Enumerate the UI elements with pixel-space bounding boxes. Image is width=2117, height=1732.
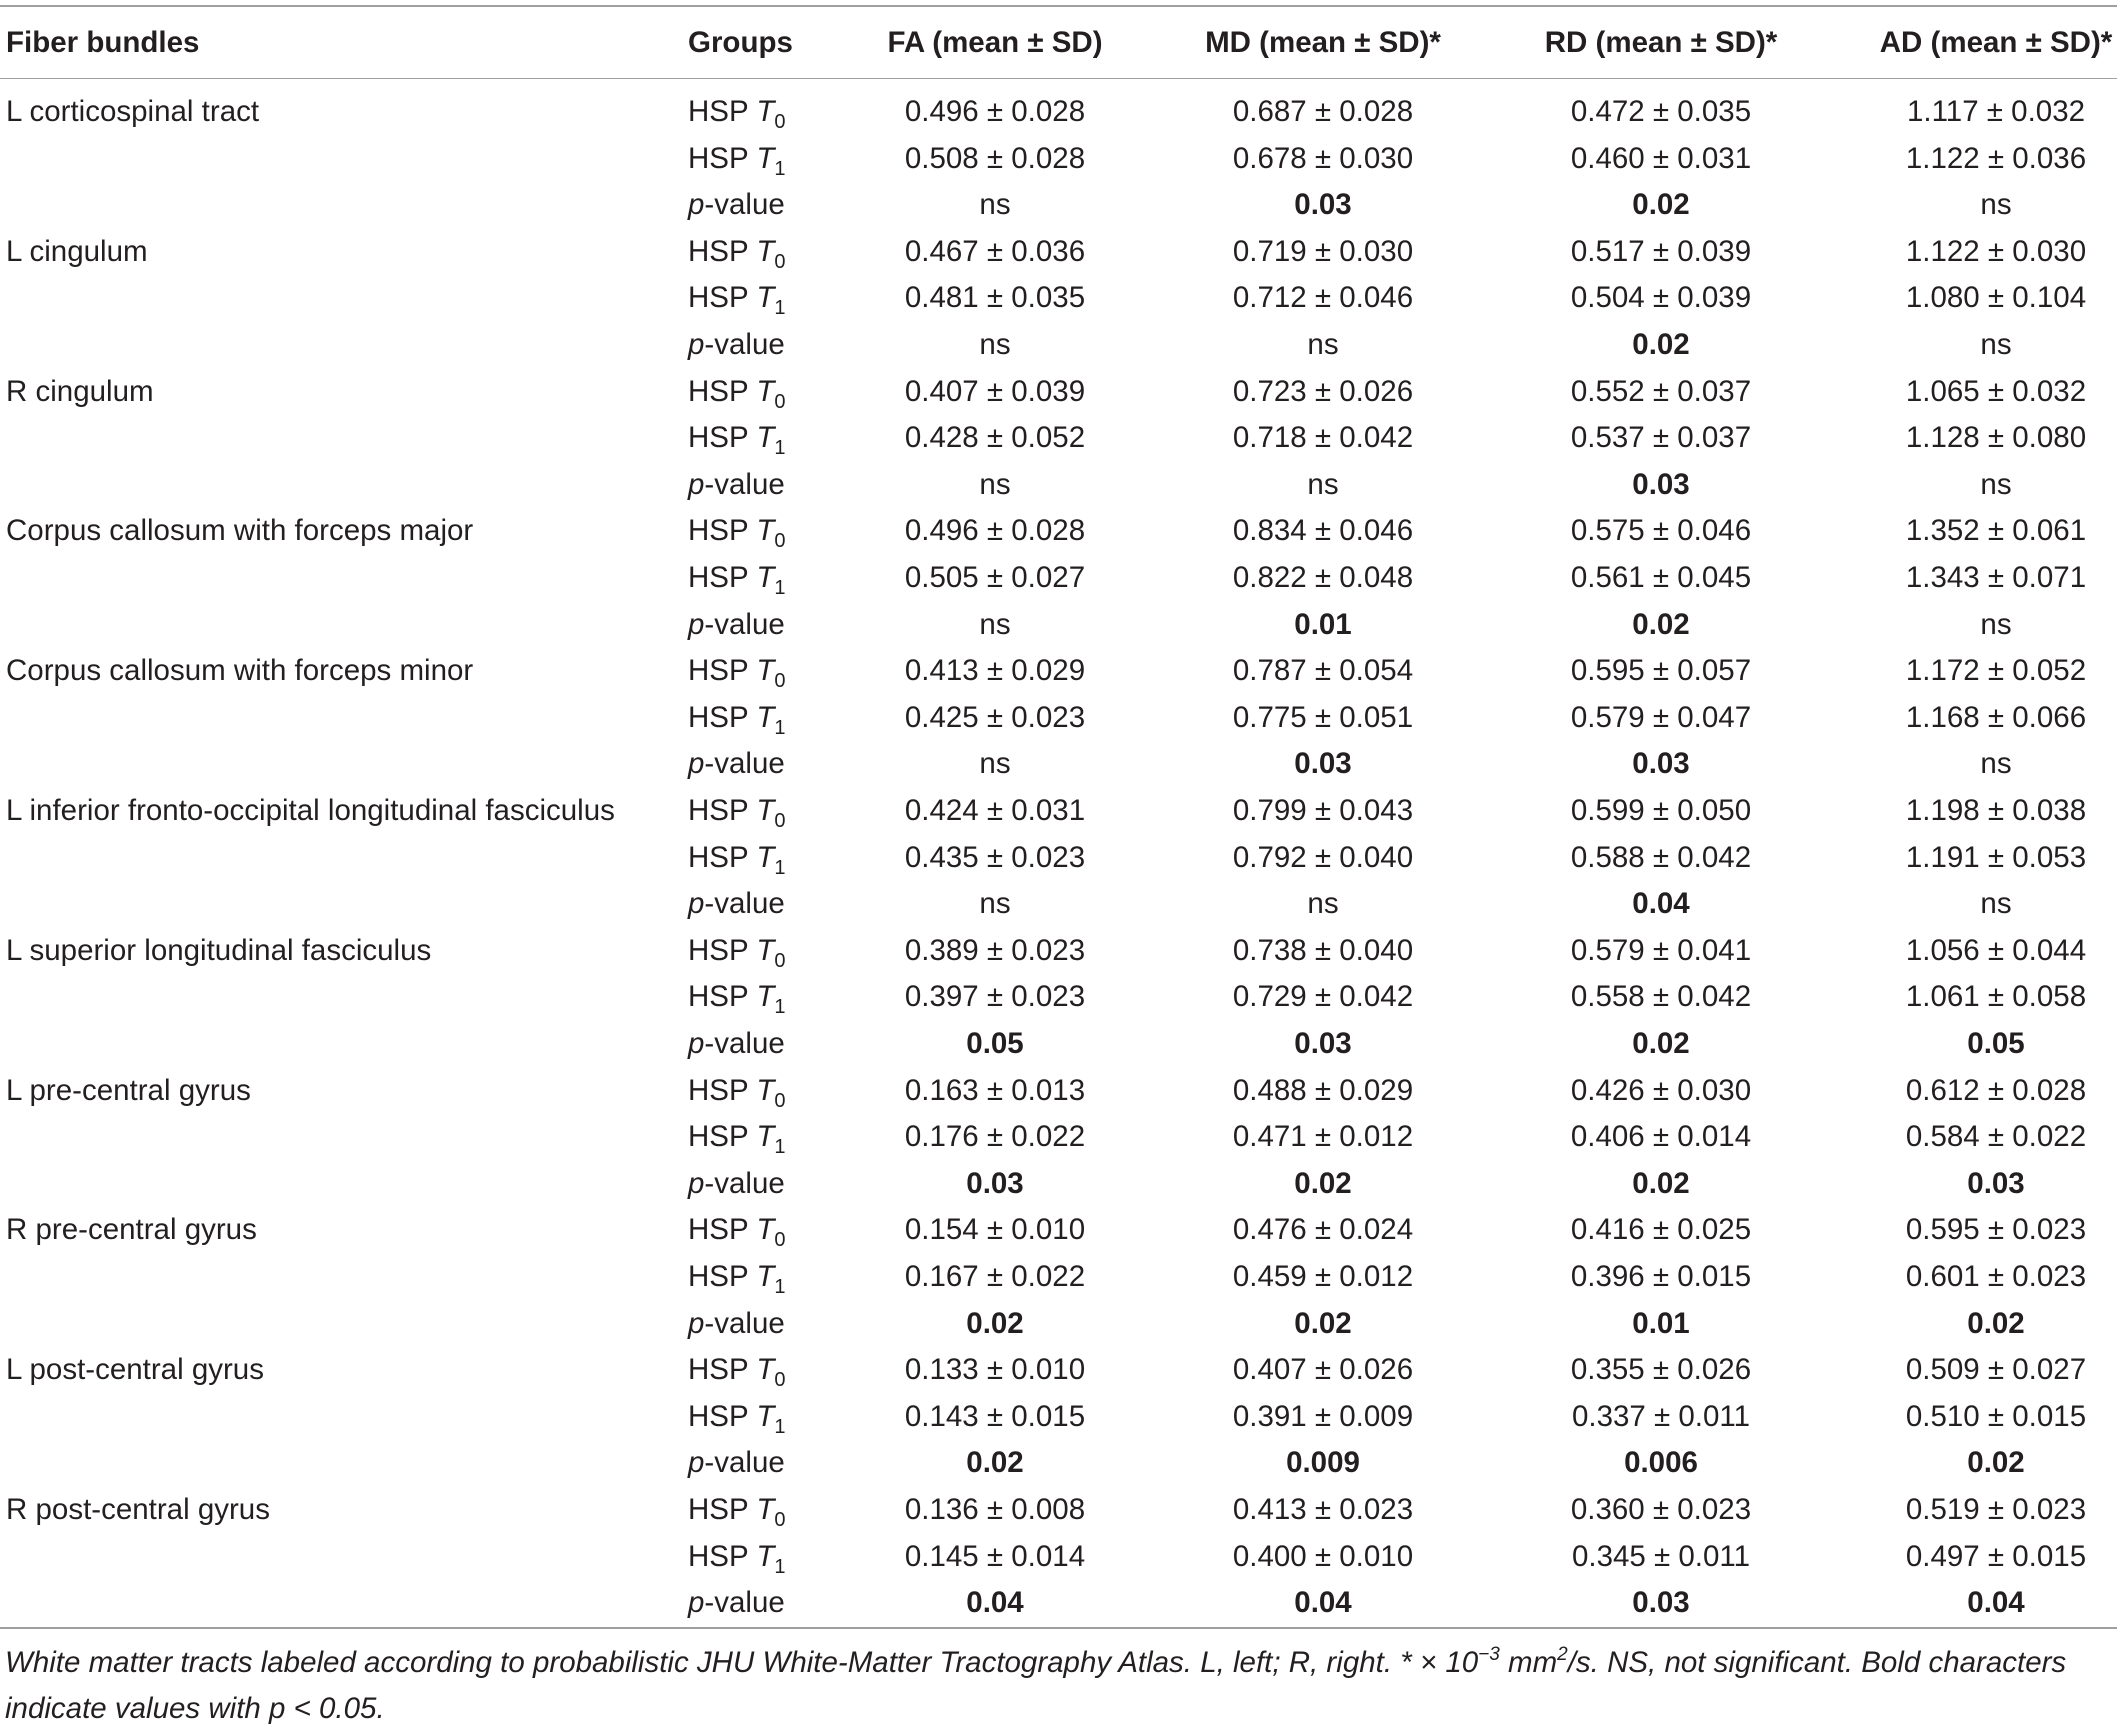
md-t0-cell: 0.488 ± 0.029 xyxy=(1232,1073,1414,1107)
md-p-cell: 0.03 xyxy=(1294,1027,1352,1060)
time-symbol: T xyxy=(756,1260,775,1293)
fa-t1-cell: 0.425 ± 0.023 xyxy=(904,700,1086,734)
rd-t0-cell: 0.517 ± 0.039 xyxy=(1570,234,1752,268)
rd-t1-cell: 0.558 ± 0.042 xyxy=(1570,980,1752,1014)
time-subscript: 0 xyxy=(774,670,786,693)
fa-p-cell: 0.02 xyxy=(966,1306,1024,1340)
p-value-suffix: -value xyxy=(704,1027,785,1060)
ad-p-cell: 0.04 xyxy=(1967,1586,2025,1620)
rd-p-cell: 0.02 xyxy=(1632,328,1690,361)
time-symbol: T xyxy=(756,933,775,967)
rd-t0-cell: 0.355 ± 0.026 xyxy=(1570,1353,1752,1387)
fa-t1-cell: 0.176 ± 0.022 xyxy=(904,1120,1086,1154)
md-t1-cell: 0.678 ± 0.030 xyxy=(1232,141,1414,175)
time-subscript: 1 xyxy=(774,856,786,879)
fa-t1-cell: 0.143 ± 0.015 xyxy=(904,1399,1086,1433)
header-fiber-bundles: Fiber bundles xyxy=(6,26,200,59)
p-italic: p xyxy=(688,467,705,501)
group-label-t1 xyxy=(688,416,785,460)
time-symbol: T xyxy=(756,1213,775,1247)
md-p-cell: 0.02 xyxy=(1294,1306,1352,1340)
rd-p-cell: 0.02 xyxy=(1632,1166,1690,1200)
footnote-exponent: −3 xyxy=(1478,1644,1500,1665)
ad-t0-cell: 0.519 ± 0.023 xyxy=(1905,1493,2087,1526)
rd-p-cell: 0.02 xyxy=(1632,607,1690,641)
bundle-name: L pre-central gyrus xyxy=(6,1073,251,1107)
rd-t0-cell: 0.360 ± 0.023 xyxy=(1570,1493,1752,1526)
group-label-t1 xyxy=(688,1115,785,1159)
table-top-rule xyxy=(0,5,2117,7)
fa-p-cell: ns xyxy=(979,747,1011,781)
fa-p-cell: ns xyxy=(979,607,1011,641)
group-prefix: HSP xyxy=(688,95,749,128)
ad-p-cell: ns xyxy=(1980,467,2012,501)
time-symbol: T xyxy=(756,421,775,455)
time-symbol: T xyxy=(756,234,775,268)
rd-p-cell: 0.03 xyxy=(1632,467,1690,501)
ad-t1-cell: 1.343 ± 0.071 xyxy=(1905,561,2087,594)
group-prefix: HSP xyxy=(688,561,749,594)
footnote-text-1: White matter tracts labeled according to probabilistic JHU White-Matter Tractography Atlas. L, left; R, right. * × 10 xyxy=(5,1646,1479,1679)
group-label-t0 xyxy=(688,1348,785,1392)
md-p-cell: ns xyxy=(1307,887,1339,921)
bundle-name: L corticospinal tract xyxy=(6,95,260,128)
time-subscript: 0 xyxy=(774,1369,786,1392)
time-symbol: T xyxy=(756,514,775,548)
fa-t1-cell: 0.508 ± 0.028 xyxy=(904,141,1086,175)
time-symbol: T xyxy=(756,794,775,827)
group-label-p xyxy=(688,1022,785,1066)
fa-t0-cell: 0.413 ± 0.029 xyxy=(904,654,1086,688)
group-label-t1 xyxy=(688,1255,785,1299)
ad-t1-cell: 0.601 ± 0.023 xyxy=(1905,1260,2087,1293)
time-subscript: 0 xyxy=(774,949,786,972)
md-t0-cell: 0.719 ± 0.030 xyxy=(1232,234,1414,268)
md-t0-cell: 0.799 ± 0.043 xyxy=(1232,794,1414,827)
ad-p-cell: ns xyxy=(1980,188,2012,222)
ad-t1-cell: 1.080 ± 0.104 xyxy=(1905,281,2087,315)
time-subscript: 0 xyxy=(774,250,786,273)
group-label-t0 xyxy=(688,509,785,553)
group-prefix: HSP xyxy=(688,234,749,268)
fa-t1-cell: 0.505 ± 0.027 xyxy=(904,561,1086,594)
fa-t0-cell: 0.496 ± 0.028 xyxy=(904,95,1086,128)
ad-t0-cell: 0.612 ± 0.028 xyxy=(1905,1073,2087,1107)
fa-p-cell: 0.03 xyxy=(966,1166,1024,1200)
fa-p-cell: 0.04 xyxy=(966,1586,1024,1620)
group-prefix: HSP xyxy=(688,980,749,1014)
rd-t1-cell: 0.396 ± 0.015 xyxy=(1570,1260,1752,1293)
rd-p-cell: 0.01 xyxy=(1632,1306,1690,1340)
ad-p-cell: 0.03 xyxy=(1967,1166,2025,1200)
p-italic: p xyxy=(688,1027,705,1060)
rd-t1-cell: 0.337 ± 0.011 xyxy=(1571,1399,1751,1433)
group-prefix: HSP xyxy=(688,1399,749,1433)
group-label-p xyxy=(688,1302,785,1346)
time-symbol: T xyxy=(756,1353,775,1387)
group-label-t1 xyxy=(688,975,785,1019)
time-symbol: T xyxy=(756,840,775,874)
p-italic: p xyxy=(688,887,705,921)
time-symbol: T xyxy=(756,1493,775,1526)
md-p-cell: ns xyxy=(1307,328,1339,361)
group-prefix: HSP xyxy=(688,1260,749,1293)
ad-p-cell: 0.02 xyxy=(1967,1306,2025,1340)
fa-t0-cell: 0.163 ± 0.013 xyxy=(904,1073,1086,1107)
ad-t0-cell: 1.117 ± 0.032 xyxy=(1906,95,2086,128)
fa-t1-cell: 0.167 ± 0.022 xyxy=(904,1260,1086,1293)
header-ad: AD (mean ± SD)* xyxy=(1879,26,2113,59)
rd-t0-cell: 0.552 ± 0.037 xyxy=(1570,374,1752,408)
p-value-suffix: -value xyxy=(704,607,785,641)
ad-t0-cell: 1.065 ± 0.032 xyxy=(1905,374,2087,408)
group-prefix: HSP xyxy=(688,933,749,967)
p-italic: p xyxy=(688,747,705,781)
md-p-cell: ns xyxy=(1307,467,1339,501)
time-subscript: 0 xyxy=(774,1509,786,1531)
bundle-name: L inferior fronto-occipital longitudinal fasciculus xyxy=(6,794,615,827)
time-subscript: 1 xyxy=(774,437,786,460)
group-label-p xyxy=(688,1581,785,1625)
time-subscript: 1 xyxy=(774,157,786,180)
time-symbol: T xyxy=(756,374,775,408)
rd-p-cell: 0.03 xyxy=(1632,747,1690,781)
ad-p-cell: ns xyxy=(1980,747,2012,781)
time-subscript: 1 xyxy=(774,577,786,599)
footnote-text-3: /s. NS, not significant. Bold characters indicate values with p < 0.05. xyxy=(5,1646,2067,1725)
p-value-suffix: -value xyxy=(704,887,785,921)
md-p-cell: 0.02 xyxy=(1294,1166,1352,1200)
ad-t0-cell: 1.122 ± 0.030 xyxy=(1905,234,2087,268)
md-t0-cell: 0.834 ± 0.046 xyxy=(1232,514,1414,548)
time-subscript: 1 xyxy=(774,1415,786,1438)
fa-t1-cell: 0.481 ± 0.035 xyxy=(904,281,1086,315)
group-label-t0 xyxy=(688,370,785,414)
bundle-name: L superior longitudinal fasciculus xyxy=(6,933,432,967)
group-label-t0 xyxy=(688,649,785,693)
md-t1-cell: 0.822 ± 0.048 xyxy=(1232,561,1414,594)
table-header-rule xyxy=(0,78,2117,79)
md-t0-cell: 0.787 ± 0.054 xyxy=(1232,654,1414,688)
rd-p-cell: 0.04 xyxy=(1632,887,1690,921)
time-symbol: T xyxy=(756,980,775,1014)
group-prefix: HSP xyxy=(688,794,749,827)
rd-t1-cell: 0.579 ± 0.047 xyxy=(1570,700,1752,734)
fa-t0-cell: 0.389 ± 0.023 xyxy=(904,933,1086,967)
time-symbol: T xyxy=(756,1399,775,1433)
group-label-t1 xyxy=(688,276,785,320)
header-fa: FA (mean ± SD) xyxy=(887,26,1103,59)
ad-t1-cell: 1.168 ± 0.066 xyxy=(1905,700,2087,734)
group-label-t0 xyxy=(688,90,785,134)
md-t1-cell: 0.718 ± 0.042 xyxy=(1232,421,1414,455)
p-value-suffix: -value xyxy=(704,1306,785,1340)
time-subscript: 1 xyxy=(774,716,786,739)
p-italic: p xyxy=(688,607,705,641)
md-t1-cell: 0.459 ± 0.012 xyxy=(1232,1260,1414,1293)
p-italic: p xyxy=(688,328,705,361)
p-italic: p xyxy=(688,1306,705,1340)
time-symbol: T xyxy=(756,654,775,688)
fa-p-cell: ns xyxy=(979,887,1011,921)
md-t0-cell: 0.723 ± 0.026 xyxy=(1232,374,1414,408)
md-t1-cell: 0.391 ± 0.009 xyxy=(1232,1399,1414,1433)
rd-t1-cell: 0.406 ± 0.014 xyxy=(1570,1120,1752,1154)
group-label-t1 xyxy=(688,1535,785,1579)
p-italic: p xyxy=(688,1446,705,1480)
ad-p-cell: 0.05 xyxy=(1967,1027,2025,1060)
group-label-t1 xyxy=(688,696,785,740)
ad-t0-cell: 1.172 ± 0.052 xyxy=(1905,654,2087,688)
fa-t1-cell: 0.145 ± 0.014 xyxy=(904,1539,1086,1573)
time-subscript: 1 xyxy=(774,1136,786,1159)
time-subscript: 0 xyxy=(774,1089,786,1112)
rd-t0-cell: 0.579 ± 0.041 xyxy=(1570,933,1752,967)
md-p-cell: 0.01 xyxy=(1294,607,1352,641)
rd-t1-cell: 0.537 ± 0.037 xyxy=(1570,421,1752,455)
md-t0-cell: 0.738 ± 0.040 xyxy=(1232,933,1414,967)
p-italic: p xyxy=(688,1586,705,1620)
p-value-suffix: -value xyxy=(704,1166,785,1200)
header-groups: Groups xyxy=(688,26,793,59)
footnote-text-2: mm xyxy=(1499,1646,1558,1679)
header-md: MD (mean ± SD)* xyxy=(1205,26,1441,59)
rd-t0-cell: 0.416 ± 0.025 xyxy=(1570,1213,1752,1247)
group-prefix: HSP xyxy=(688,700,749,734)
ad-t1-cell: 1.128 ± 0.080 xyxy=(1905,421,2087,455)
header-rd: RD (mean ± SD)* xyxy=(1544,26,1778,59)
ad-t0-cell: 0.509 ± 0.027 xyxy=(1905,1353,2087,1387)
group-prefix: HSP xyxy=(688,514,749,548)
ad-t0-cell: 1.056 ± 0.044 xyxy=(1905,933,2087,967)
group-prefix: HSP xyxy=(688,1073,749,1107)
time-symbol: T xyxy=(756,281,775,315)
group-prefix: HSP xyxy=(688,1353,749,1387)
group-label-p xyxy=(688,882,785,926)
ad-p-cell: ns xyxy=(1980,328,2012,361)
rd-p-cell: 0.03 xyxy=(1632,1586,1690,1620)
md-t0-cell: 0.407 ± 0.026 xyxy=(1232,1353,1414,1387)
md-t0-cell: 0.413 ± 0.023 xyxy=(1232,1493,1414,1526)
group-prefix: HSP xyxy=(688,281,749,315)
fa-t0-cell: 0.133 ± 0.010 xyxy=(904,1353,1086,1387)
ad-t1-cell: 0.510 ± 0.015 xyxy=(1905,1399,2087,1433)
ad-t1-cell: 0.497 ± 0.015 xyxy=(1905,1539,2087,1573)
rd-t0-cell: 0.426 ± 0.030 xyxy=(1570,1073,1752,1107)
md-t0-cell: 0.687 ± 0.028 xyxy=(1232,95,1414,128)
group-prefix: HSP xyxy=(688,421,749,455)
group-label-t1 xyxy=(688,137,785,181)
time-symbol: T xyxy=(756,1073,775,1107)
rd-t1-cell: 0.345 ± 0.011 xyxy=(1571,1539,1751,1573)
fa-t0-cell: 0.136 ± 0.008 xyxy=(904,1493,1086,1526)
md-p-cell: 0.009 xyxy=(1286,1446,1360,1480)
group-label-t1 xyxy=(688,1395,785,1439)
fa-t0-cell: 0.424 ± 0.031 xyxy=(904,794,1086,827)
time-symbol: T xyxy=(756,1539,775,1573)
time-symbol: T xyxy=(756,141,775,175)
group-prefix: HSP xyxy=(688,1120,749,1154)
group-label-t1 xyxy=(688,836,785,880)
time-subscript: 1 xyxy=(774,996,786,1019)
table-bottom-rule xyxy=(0,1627,2117,1629)
time-subscript: 1 xyxy=(774,1555,786,1578)
group-prefix: HSP xyxy=(688,654,749,688)
rd-t1-cell: 0.504 ± 0.039 xyxy=(1570,281,1752,315)
table-footnote xyxy=(5,1640,2113,1732)
fa-t1-cell: 0.397 ± 0.023 xyxy=(904,980,1086,1014)
time-subscript: 0 xyxy=(774,810,786,832)
bundle-name: R pre-central gyrus xyxy=(6,1213,257,1247)
group-label-p xyxy=(688,183,785,227)
rd-t1-cell: 0.588 ± 0.042 xyxy=(1570,840,1752,874)
p-italic: p xyxy=(688,1166,705,1200)
ad-t0-cell: 0.595 ± 0.023 xyxy=(1905,1213,2087,1247)
fa-t1-cell: 0.428 ± 0.052 xyxy=(904,421,1086,455)
rd-t1-cell: 0.561 ± 0.045 xyxy=(1570,561,1752,594)
rd-t1-cell: 0.460 ± 0.031 xyxy=(1570,141,1752,175)
group-label-t0 xyxy=(688,230,785,274)
group-label-t1 xyxy=(688,556,785,600)
group-label-t0 xyxy=(688,1208,785,1252)
ad-t0-cell: 1.352 ± 0.061 xyxy=(1905,514,2087,548)
rd-p-cell: 0.02 xyxy=(1632,188,1690,222)
ad-p-cell: ns xyxy=(1980,607,2012,641)
fa-t0-cell: 0.496 ± 0.028 xyxy=(904,514,1086,548)
ad-t0-cell: 1.198 ± 0.038 xyxy=(1905,794,2087,827)
rd-t0-cell: 0.595 ± 0.057 xyxy=(1570,654,1752,688)
md-t0-cell: 0.476 ± 0.024 xyxy=(1232,1213,1414,1247)
md-p-cell: 0.03 xyxy=(1294,747,1352,781)
bundle-name: Corpus callosum with forceps minor xyxy=(6,654,474,688)
rd-t0-cell: 0.599 ± 0.050 xyxy=(1570,794,1752,827)
time-subscript: 0 xyxy=(774,1229,786,1252)
md-t1-cell: 0.792 ± 0.040 xyxy=(1232,840,1414,874)
time-symbol: T xyxy=(756,561,775,594)
bundle-name: L post-central gyrus xyxy=(6,1353,264,1387)
time-symbol: T xyxy=(756,95,775,128)
time-subscript: 0 xyxy=(774,111,786,133)
ad-t1-cell: 1.122 ± 0.036 xyxy=(1905,141,2087,175)
p-value-suffix: -value xyxy=(704,467,785,501)
fa-p-cell: ns xyxy=(979,188,1011,222)
rd-p-cell: 0.006 xyxy=(1624,1446,1698,1480)
p-value-suffix: -value xyxy=(704,1446,785,1480)
footnote-unit-exponent: 2 xyxy=(1557,1644,1568,1665)
group-label-p xyxy=(688,463,785,507)
fa-t1-cell: 0.435 ± 0.023 xyxy=(904,840,1086,874)
bundle-name: R post-central gyrus xyxy=(6,1493,270,1526)
bundle-name: Corpus callosum with forceps major xyxy=(6,514,474,548)
group-prefix: HSP xyxy=(688,1493,749,1526)
group-label-p xyxy=(688,742,785,786)
group-label-p xyxy=(688,1441,785,1485)
group-prefix: HSP xyxy=(688,1213,749,1247)
rd-p-cell: 0.02 xyxy=(1632,1027,1690,1060)
fa-t0-cell: 0.467 ± 0.036 xyxy=(904,234,1086,268)
ad-p-cell: 0.02 xyxy=(1967,1446,2025,1480)
fa-p-cell: ns xyxy=(979,328,1011,361)
fa-t0-cell: 0.407 ± 0.039 xyxy=(904,374,1086,408)
time-subscript: 1 xyxy=(774,297,786,320)
md-p-cell: 0.04 xyxy=(1294,1586,1352,1620)
bundle-name: L cingulum xyxy=(6,234,148,268)
bundle-name: R cingulum xyxy=(6,374,154,408)
ad-t1-cell: 0.584 ± 0.022 xyxy=(1905,1120,2087,1154)
time-subscript: 0 xyxy=(774,390,786,413)
group-label-p xyxy=(688,1162,785,1206)
md-t1-cell: 0.471 ± 0.012 xyxy=(1232,1120,1414,1154)
rd-t0-cell: 0.472 ± 0.035 xyxy=(1570,95,1752,128)
group-prefix: HSP xyxy=(688,840,749,874)
p-value-suffix: -value xyxy=(704,747,785,781)
group-prefix: HSP xyxy=(688,141,749,175)
md-t1-cell: 0.400 ± 0.010 xyxy=(1232,1539,1414,1573)
group-label-t0 xyxy=(688,929,785,973)
ad-p-cell: ns xyxy=(1980,887,2012,921)
ad-t1-cell: 1.061 ± 0.058 xyxy=(1905,980,2087,1014)
p-italic: p xyxy=(688,188,705,222)
fa-p-cell: ns xyxy=(979,467,1011,501)
time-subscript: 1 xyxy=(774,1276,786,1298)
md-t1-cell: 0.712 ± 0.046 xyxy=(1232,281,1414,315)
md-t1-cell: 0.729 ± 0.042 xyxy=(1232,980,1414,1014)
group-label-p xyxy=(688,603,785,647)
group-prefix: HSP xyxy=(688,374,749,408)
time-symbol: T xyxy=(756,1120,775,1154)
p-value-suffix: -value xyxy=(704,328,785,361)
p-value-suffix: -value xyxy=(704,1586,785,1620)
group-label-t0 xyxy=(688,1488,785,1532)
md-p-cell: 0.03 xyxy=(1294,188,1352,222)
rd-t0-cell: 0.575 ± 0.046 xyxy=(1570,514,1752,548)
group-label-p xyxy=(688,323,785,367)
fa-p-cell: 0.02 xyxy=(966,1446,1024,1480)
time-subscript: 0 xyxy=(774,530,786,553)
group-prefix: HSP xyxy=(688,1539,749,1573)
group-label-t0 xyxy=(688,789,785,833)
group-label-t0 xyxy=(688,1069,785,1113)
p-value-suffix: -value xyxy=(704,188,785,222)
fa-t0-cell: 0.154 ± 0.010 xyxy=(904,1213,1086,1247)
fa-p-cell: 0.05 xyxy=(966,1027,1024,1060)
time-symbol: T xyxy=(756,700,775,734)
ad-t1-cell: 1.191 ± 0.053 xyxy=(1905,840,2087,874)
md-t1-cell: 0.775 ± 0.051 xyxy=(1232,700,1414,734)
